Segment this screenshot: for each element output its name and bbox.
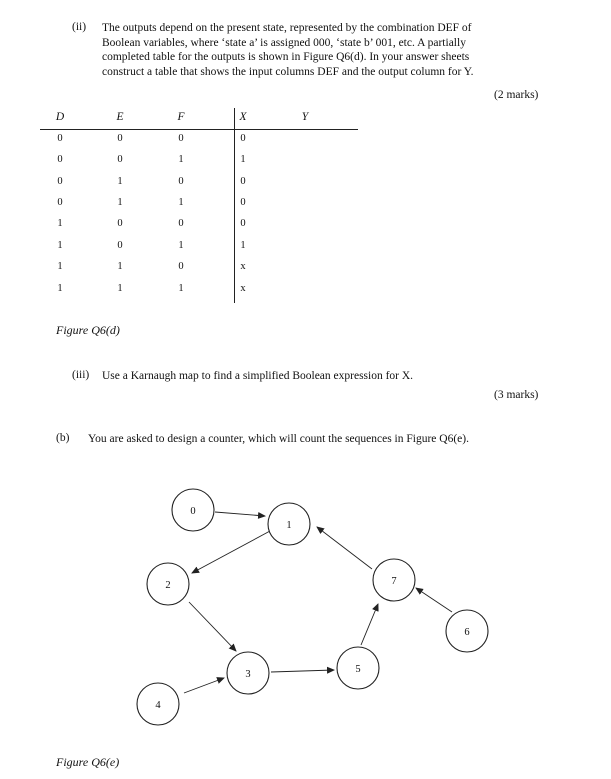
part-iii-label: (iii) [72, 369, 90, 381]
table-cell: x [240, 261, 246, 272]
table-header-x: X [239, 111, 247, 123]
table-cell: 1 [57, 283, 63, 294]
transition-3-to-5 [271, 670, 334, 672]
part-ii-line: Boolean variables, where ‘state a’ is assigned 000, ‘state b’ 001, etc. A partially [102, 36, 466, 49]
table-cell: 1 [178, 197, 184, 208]
part-b-text: You are asked to design a counter, which will count the sequences in Figure Q6(e). [88, 433, 469, 445]
transition-0-to-1 [215, 512, 265, 516]
table-cell: 0 [240, 218, 246, 229]
part-ii-marks: (2 marks) [494, 89, 539, 101]
state-label: 3 [245, 669, 251, 680]
part-ii-line: completed table for the outputs is shown in Figure Q6(d). In your answer sheets [102, 51, 470, 63]
table-cell: 0 [117, 240, 123, 251]
table-cell: 1 [117, 283, 123, 294]
figure-caption-q6d: Figure Q6(d) [56, 323, 120, 337]
table-cell: 0 [178, 218, 184, 229]
table-cell: 1 [240, 154, 246, 165]
table-cell: 0 [117, 133, 123, 144]
table-cell: 0 [57, 133, 63, 144]
table-cell: 1 [117, 197, 123, 208]
table-cell: 1 [117, 261, 123, 272]
table-cell: 1 [57, 261, 63, 272]
table-cell: 1 [178, 283, 184, 294]
table-cell: 1 [178, 154, 184, 165]
table-cell: 1 [57, 240, 63, 251]
table-cell: 1 [117, 176, 123, 187]
table-cell: 0 [57, 197, 63, 208]
table-cell: 0 [178, 176, 184, 187]
figure-caption-q6e: Figure Q6(e) [56, 755, 120, 769]
state-label: 2 [165, 580, 171, 591]
table-cell: x [240, 283, 246, 294]
table-header-d: D [55, 111, 65, 123]
table-cell: 0 [117, 218, 123, 229]
transition-6-to-7 [416, 588, 452, 612]
transition-4-to-3 [184, 678, 224, 693]
part-ii-label: (ii) [72, 21, 87, 33]
state-label: 6 [464, 627, 470, 638]
table-cell: 0 [240, 176, 246, 187]
table-header-f: F [177, 111, 185, 123]
state-label: 1 [286, 520, 292, 531]
table-cell: 0 [117, 154, 123, 165]
state-label: 0 [190, 506, 196, 517]
state-label: 7 [391, 576, 397, 587]
part-ii-line: The outputs depend on the present state, represented by the combination DEF of [102, 22, 472, 34]
state-label: 5 [355, 664, 361, 675]
transition-5-to-7 [361, 604, 378, 645]
transition-7-to-1 [317, 527, 372, 569]
table-cell: 0 [240, 197, 246, 208]
table-cell: 0 [57, 176, 63, 187]
table-cell: 0 [178, 261, 184, 272]
table-header-e: E [116, 111, 124, 123]
table-cell: 1 [178, 240, 184, 251]
table-header-y: Y [301, 111, 309, 123]
part-iii-text: Use a Karnaugh map to find a simplified Boolean expression for X. [102, 370, 414, 382]
part-ii-line: construct a table that shows the input columns DEF and the output column for Y. [102, 65, 474, 78]
table-cell: 0 [240, 133, 246, 144]
table-cell: 1 [57, 218, 63, 229]
part-iii-marks: (3 marks) [494, 389, 539, 401]
table-cell: 0 [178, 133, 184, 144]
table-cell: 0 [57, 154, 63, 165]
part-b-label: (b) [56, 432, 70, 444]
state-label: 4 [155, 700, 161, 711]
transition-2-to-3 [189, 602, 236, 651]
table-cell: 1 [240, 240, 246, 251]
transition-1-to-2 [192, 531, 270, 573]
